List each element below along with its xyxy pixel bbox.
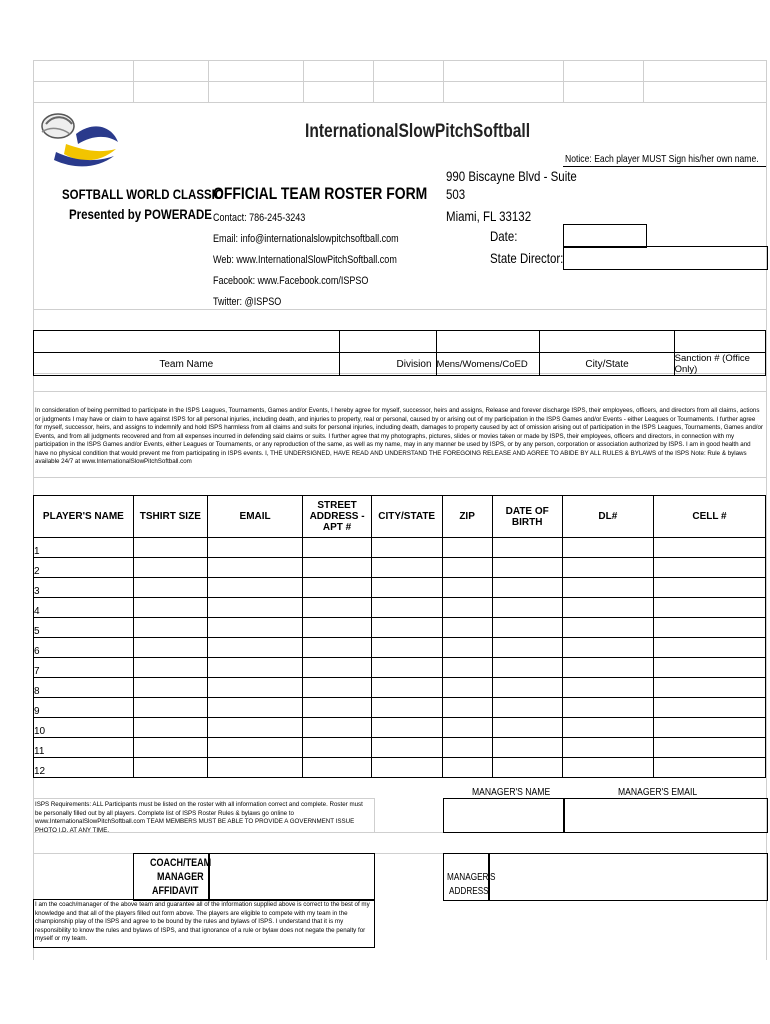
roster-cell[interactable]: [492, 738, 562, 758]
roster-cell[interactable]: [207, 578, 302, 598]
roster-cell[interactable]: [562, 638, 653, 658]
roster-cell[interactable]: [562, 718, 653, 738]
affidavit-signature-field[interactable]: [208, 853, 375, 901]
roster-cell[interactable]: [562, 578, 653, 598]
roster-cell[interactable]: [442, 658, 492, 678]
table-row: [34, 718, 766, 738]
table-row: [34, 618, 766, 638]
roster-cell[interactable]: [653, 598, 765, 618]
roster-cell[interactable]: [562, 738, 653, 758]
roster-table: [33, 495, 766, 778]
roster-cell[interactable]: [442, 578, 492, 598]
contact-text: Contact: 786-245-3243: [213, 212, 306, 224]
roster-cell[interactable]: [562, 758, 653, 778]
roster-cell[interactable]: [492, 638, 562, 658]
roster-cell[interactable]: [562, 598, 653, 618]
roster-cell[interactable]: [133, 678, 207, 698]
roster-cell[interactable]: [442, 758, 492, 778]
roster-cell[interactable]: [653, 718, 765, 738]
roster-cell[interactable]: [207, 678, 302, 698]
roster-cell[interactable]: [492, 598, 562, 618]
requirements-text: ISPS Requirements: ALL Participants must be listed on the roster with all information correct and complete. Roster must be personally filled out by all players. Complete list of ISPS Roster Rules & bylaws go online to www.InternationalSlowPitchSoftball.com TEAM MEMBERS MUST BE ABLE TO PROVIDE A GOVERNMENT ISSUE PHOTO I.D. AT ANY TIME.: [35, 801, 363, 834]
roster-cell[interactable]: [207, 538, 302, 558]
event-sponsor: Presented by POWERADE: [69, 206, 212, 222]
date-label: Date:: [490, 228, 518, 244]
manager-name-label: MANAGER'S NAME: [472, 786, 551, 798]
roster-cell[interactable]: [207, 758, 302, 778]
roster-cell[interactable]: [303, 638, 372, 658]
table-row: [34, 658, 766, 678]
notice-underline: [563, 166, 766, 167]
affidavit-text: I am the coach/manager of the above team and guarantee all of the information supplied above is correct to the best of my knowledge and that all of the players filled out form above. The players are eligible to compete with my team in the championship play of the ISPS and agree to be bound by the rules and bylaws of ISPS. I understand that it is my responsibility to know the rules and bylaws of ISPS, and that ignorance of a rule or bylaw does not negate the penalty for myself or my team.: [35, 901, 370, 942]
roster-cell[interactable]: [442, 618, 492, 638]
roster-cell[interactable]: [562, 618, 653, 638]
col-street-address: STREET ADDRESS - APT #: [303, 496, 372, 538]
col-email: EMAIL: [207, 496, 302, 538]
roster-cell[interactable]: [133, 618, 207, 638]
row-number[interactable]: 3: [34, 578, 134, 598]
team-info-table: [33, 330, 766, 376]
roster-cell[interactable]: [303, 558, 372, 578]
col-dl: DL#: [562, 496, 653, 538]
affidavit-title-box: [133, 853, 210, 901]
roster-cell[interactable]: [133, 578, 207, 598]
row-number[interactable]: 1: [34, 538, 134, 558]
roster-cell[interactable]: [562, 538, 653, 558]
affidavit-title-2: MANAGER: [157, 871, 204, 883]
roster-cell[interactable]: [492, 618, 562, 638]
roster-cell[interactable]: [442, 538, 492, 558]
roster-cell[interactable]: [371, 738, 442, 758]
manager-name-field[interactable]: [443, 798, 565, 833]
table-row: [34, 638, 766, 658]
roster-cell[interactable]: [442, 698, 492, 718]
roster-cell[interactable]: [133, 658, 207, 678]
roster-cell[interactable]: [492, 558, 562, 578]
row-number[interactable]: 9: [34, 698, 134, 718]
row-number[interactable]: 7: [34, 658, 134, 678]
row-number[interactable]: 5: [34, 618, 134, 638]
roster-cell[interactable]: [653, 618, 765, 638]
roster-cell[interactable]: [371, 558, 442, 578]
row-number[interactable]: 4: [34, 598, 134, 618]
roster-cell[interactable]: [207, 698, 302, 718]
roster-cell[interactable]: [371, 598, 442, 618]
roster-cell[interactable]: [207, 718, 302, 738]
roster-cell[interactable]: [492, 718, 562, 738]
roster-cell[interactable]: [562, 658, 653, 678]
roster-cell[interactable]: [133, 598, 207, 618]
roster-cell[interactable]: [371, 618, 442, 638]
roster-cell[interactable]: [133, 698, 207, 718]
col-date-of-birth: DATE OF BIRTH: [492, 496, 562, 538]
address-line-2: 503: [446, 186, 466, 202]
roster-cell[interactable]: [303, 698, 372, 718]
roster-cell[interactable]: [653, 538, 765, 558]
team-name-field[interactable]: [34, 331, 340, 353]
roster-cell[interactable]: [653, 698, 765, 718]
roster-cell[interactable]: [653, 578, 765, 598]
roster-cell[interactable]: [562, 678, 653, 698]
roster-cell[interactable]: [371, 758, 442, 778]
address-line-1: 990 Biscayne Blvd - Suite: [446, 168, 577, 184]
roster-cell[interactable]: [653, 758, 765, 778]
roster-cell[interactable]: [442, 738, 492, 758]
roster-cell[interactable]: [492, 698, 562, 718]
row-number[interactable]: 10: [34, 718, 134, 738]
team-name-label: Team Name: [159, 358, 214, 370]
roster-cell[interactable]: [303, 718, 372, 738]
row-number[interactable]: 6: [34, 638, 134, 658]
table-row: [34, 598, 766, 618]
roster-cell[interactable]: [653, 738, 765, 758]
date-field[interactable]: [563, 224, 647, 248]
city-state-label: City/State: [585, 358, 629, 370]
roster-cell[interactable]: [371, 658, 442, 678]
address-line-3: Miami, FL 33132: [446, 208, 532, 224]
waiver-text: In consideration of being permitted to participate in the ISPS Leagues, Tournaments, Games and/or Events, I hereby agree for myself, successor, heirs and assigns, Release and forever discharge ISPS, their employees, officers, and directors from all claims, actions or judgments I may have or claim to have against ISPS for all personal injuries, including death, and injuries to property, real or personal, caused by or arising out of my participation in the ISPS Games and/or Events - either Leagues or Tournaments. I further agree for myself, successor, heirs, and assigns to indemnify and hold ISPS harmless from all claims and suits for personal injuries, including death, damages to property caused by act of omission arising out of participation in the ISPS Leagues, Tournaments, Games and/or Events, and from all judgments recovered and from all expenses incurred in defending said claims or suits. I further agree that my photographs, pictures, slides or movies taken or made by ISPS, their employees, officers and directors, in connection with my participation in the ISPS Games and/or Events, either Leagues or Tournaments, or any reproduction of the same, as well as my name, may in any manner be used by ISPS, or by any person, corporation or association authorized by ISPS. I am in good health and have no physical condition that would prevent me from participating in ISPS events. I, THE UNDERSIGNED, HAVE READ AND UNDERSTAND THE FOREGOING RELEASE AND AGREE TO ABIDE BY ALL RULES & BYLAWS of the ISPS Note: Rule & bylaws available 24/7 at www.InternationalSlowPitchSoftball.com: [35, 407, 763, 465]
roster-cell[interactable]: [303, 618, 372, 638]
category-label: Mens/Womens/CoED: [436, 358, 528, 370]
roster-cell[interactable]: [133, 638, 207, 658]
facebook-text: Facebook: www.Facebook.com/ISPSO: [213, 275, 369, 287]
row-number[interactable]: 11: [34, 738, 134, 758]
state-director-label: State Director:: [490, 250, 564, 266]
category-field[interactable]: [436, 331, 540, 353]
roster-cell[interactable]: [653, 658, 765, 678]
roster-cell[interactable]: [371, 698, 442, 718]
roster-cell[interactable]: [492, 538, 562, 558]
table-row: [34, 538, 766, 558]
roster-cell[interactable]: [371, 638, 442, 658]
manager-address-label-1: MANAGER'S: [447, 872, 496, 883]
softball-logo: [36, 104, 121, 174]
roster-cell[interactable]: [207, 598, 302, 618]
division-label: Division: [396, 358, 432, 370]
col-player-name: PLAYER'S NAME: [34, 496, 134, 538]
sanction-label: Sanction # (Office Only): [674, 353, 750, 375]
notice-text: Notice: Each player MUST Sign his/her own name.: [565, 153, 759, 165]
roster-cell[interactable]: [371, 578, 442, 598]
roster-cell[interactable]: [303, 578, 372, 598]
roster-cell[interactable]: [562, 698, 653, 718]
roster-cell[interactable]: [371, 678, 442, 698]
row-number[interactable]: 8: [34, 678, 134, 698]
roster-cell[interactable]: [207, 738, 302, 758]
city-state-field[interactable]: [540, 331, 674, 353]
manager-email-label: MANAGER'S EMAIL: [618, 786, 698, 798]
roster-cell[interactable]: [303, 678, 372, 698]
brand-title: InternationalSlowPitchSoftball: [305, 121, 531, 142]
email-text: Email: info@internationalslowpitchsoftball.com: [213, 233, 399, 245]
table-row: [34, 678, 766, 698]
roster-cell[interactable]: [133, 558, 207, 578]
roster-cell[interactable]: [492, 758, 562, 778]
row-number[interactable]: 2: [34, 558, 134, 578]
event-title: SOFTBALL WORLD CLASSIC: [62, 186, 224, 202]
roster-cell[interactable]: [133, 538, 207, 558]
roster-cell[interactable]: [653, 558, 765, 578]
state-director-field[interactable]: [563, 246, 768, 270]
roster-cell[interactable]: [371, 718, 442, 738]
table-row: [34, 758, 766, 778]
roster-cell[interactable]: [492, 658, 562, 678]
roster-cell[interactable]: [207, 558, 302, 578]
roster-cell[interactable]: [442, 558, 492, 578]
sanction-field[interactable]: [674, 331, 765, 353]
roster-cell[interactable]: [303, 658, 372, 678]
col-cell: CELL #: [653, 496, 765, 538]
col-city-state: CITY/STATE: [371, 496, 442, 538]
roster-cell[interactable]: [371, 538, 442, 558]
manager-address-label-2: ADDRESS: [449, 886, 489, 897]
form-title: OFFICIAL TEAM ROSTER FORM: [213, 184, 428, 203]
manager-address-label-box: [443, 853, 490, 901]
table-row: [34, 698, 766, 718]
roster-cell[interactable]: [303, 598, 372, 618]
manager-email-field[interactable]: [563, 798, 768, 833]
row-number[interactable]: 12: [34, 758, 134, 778]
table-row: [34, 738, 766, 758]
roster-cell[interactable]: [442, 718, 492, 738]
roster-cell[interactable]: [653, 678, 765, 698]
table-row: [34, 578, 766, 598]
roster-header-row: [34, 496, 766, 538]
roster-cell[interactable]: [562, 558, 653, 578]
roster-cell[interactable]: [492, 678, 562, 698]
twitter-text: Twitter: @ISPSO: [213, 296, 282, 308]
roster-cell[interactable]: [133, 758, 207, 778]
roster-cell[interactable]: [442, 638, 492, 658]
roster-cell[interactable]: [303, 538, 372, 558]
roster-cell[interactable]: [442, 598, 492, 618]
roster-cell[interactable]: [492, 578, 562, 598]
roster-cell[interactable]: [133, 738, 207, 758]
roster-cell[interactable]: [207, 658, 302, 678]
roster-cell[interactable]: [303, 758, 372, 778]
roster-cell[interactable]: [303, 738, 372, 758]
affidavit-title-3: AFFIDAVIT: [152, 885, 199, 897]
roster-cell[interactable]: [207, 618, 302, 638]
roster-cell[interactable]: [207, 638, 302, 658]
division-field[interactable]: [339, 331, 436, 353]
roster-cell[interactable]: [442, 678, 492, 698]
col-tshirt-size: TSHIRT SIZE: [133, 496, 207, 538]
table-row: [34, 558, 766, 578]
col-zip: ZIP: [442, 496, 492, 538]
roster-cell[interactable]: [653, 638, 765, 658]
roster-cell[interactable]: [133, 718, 207, 738]
affidavit-title-1: COACH/TEAM: [150, 857, 212, 869]
manager-address-field[interactable]: [488, 853, 768, 901]
web-text: Web: www.InternationalSlowPitchSoftball.com: [213, 254, 397, 266]
